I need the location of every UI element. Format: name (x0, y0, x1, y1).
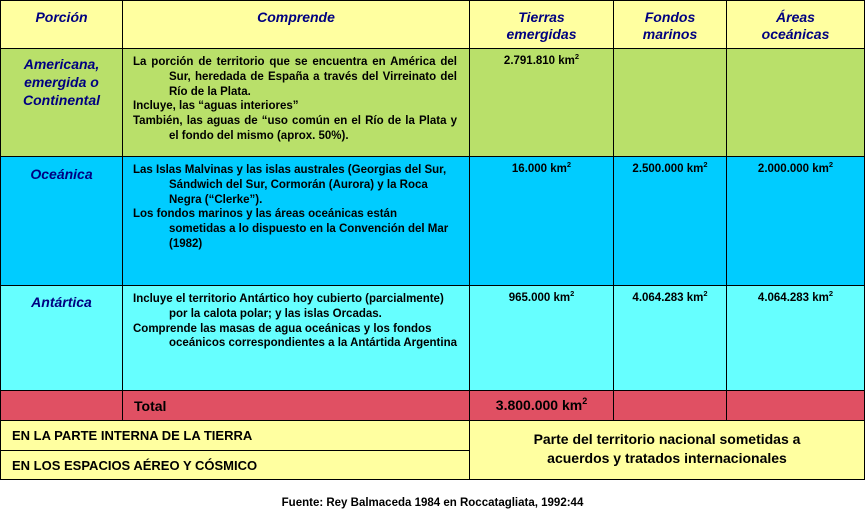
row-americana-description (122, 48, 470, 157)
row-oceanica-description (122, 156, 470, 286)
paragraph: Incluye el territorio Antártico hoy cubierto (parcialmente) por la calota polar; y las islas Orcadas. (133, 293, 444, 320)
header-tierras-l1: Tierras (518, 9, 565, 25)
total-row-blank (0, 390, 123, 421)
interior-earth-label: EN LA PARTE INTERNA DE LA TIERRA (0, 420, 470, 451)
paragraph: Las Islas Malvinas y las islas australes (Georgias del Sur, Sándwich del Sur, Cormorán (Aurora) y la Roca Negra (“Clerke”). (133, 164, 447, 206)
paragraph: Incluye, las “aguas interiores” (133, 100, 299, 113)
row-oceanica-label: Oceánica (0, 156, 123, 286)
total-value: 3.800.000 $km^2$ (469, 390, 614, 421)
header-fondos-l2: marinos (642, 26, 698, 42)
row-antartica-fondos: 4.064.283 $km^2$ (613, 285, 727, 391)
header-tierras-l2: emergidas (506, 26, 577, 42)
header-areas-l2: oceánicas (761, 26, 830, 42)
paragraph: Los fondos marinos y las áreas oceánicas están sometidas a lo dispuesto en la Convención del Mar (1982) (133, 208, 449, 250)
row-americana-label: Americana, emergida o Continental (0, 48, 123, 157)
row-americana-areas (726, 48, 865, 157)
agreements-note: Parte del territorio nacional sometidas a acuerdos y tratados internacionales (469, 420, 865, 480)
header-areas-l1: Áreas (776, 9, 815, 25)
row-antartica-areas: 4.064.283 $km^2$ (726, 285, 865, 391)
row-oceanica-tierras: 16.000 $km^2$ (469, 156, 614, 286)
paragraph: Comprende las masas de agua oceánicas y los fondos oceánicos correspondientes a la Antártida Argentina (133, 322, 457, 350)
row-oceanica-fondos: 2.500.000 $km^2$ (613, 156, 727, 286)
header-fondos-marinos (613, 0, 727, 49)
row-americana-tierras: 2.791.810 $km^2$ (469, 48, 614, 157)
row-antartica-tierras: 965.000 $km^2$ (469, 285, 614, 391)
header-tierras-emergidas (469, 0, 614, 49)
air-space-label: EN LOS ESPACIOS AÉREO Y CÓSMICO (0, 450, 470, 480)
header-fondos-l1: Fondos (644, 9, 696, 25)
total-label: Total (122, 390, 470, 421)
total-areas-blank (726, 390, 865, 421)
paragraph: La porción de territorio que se encuentra en América del Sur, heredada de España a través del Virreinato del Río de la Plata. (133, 56, 457, 98)
source-caption: Fuente: Rey Balmaceda 1984 en Roccatagliata, 1992:44 (281, 497, 584, 509)
paragraph: También, las aguas de “uso común en el Río de la Plata y el fondo del mismo (aprox. 50%). (133, 115, 457, 142)
total-fondos-blank (613, 390, 727, 421)
header-comprende: Comprende (122, 0, 470, 49)
row-oceanica-areas: 2.000.000 $km^2$ (726, 156, 865, 286)
row-antartica-description (122, 285, 470, 391)
header-porcion: Porción (0, 0, 123, 49)
header-areas-oceanicas (726, 0, 865, 49)
row-americana-fondos (613, 48, 727, 157)
row-antartica-label: Antártica (0, 285, 123, 391)
